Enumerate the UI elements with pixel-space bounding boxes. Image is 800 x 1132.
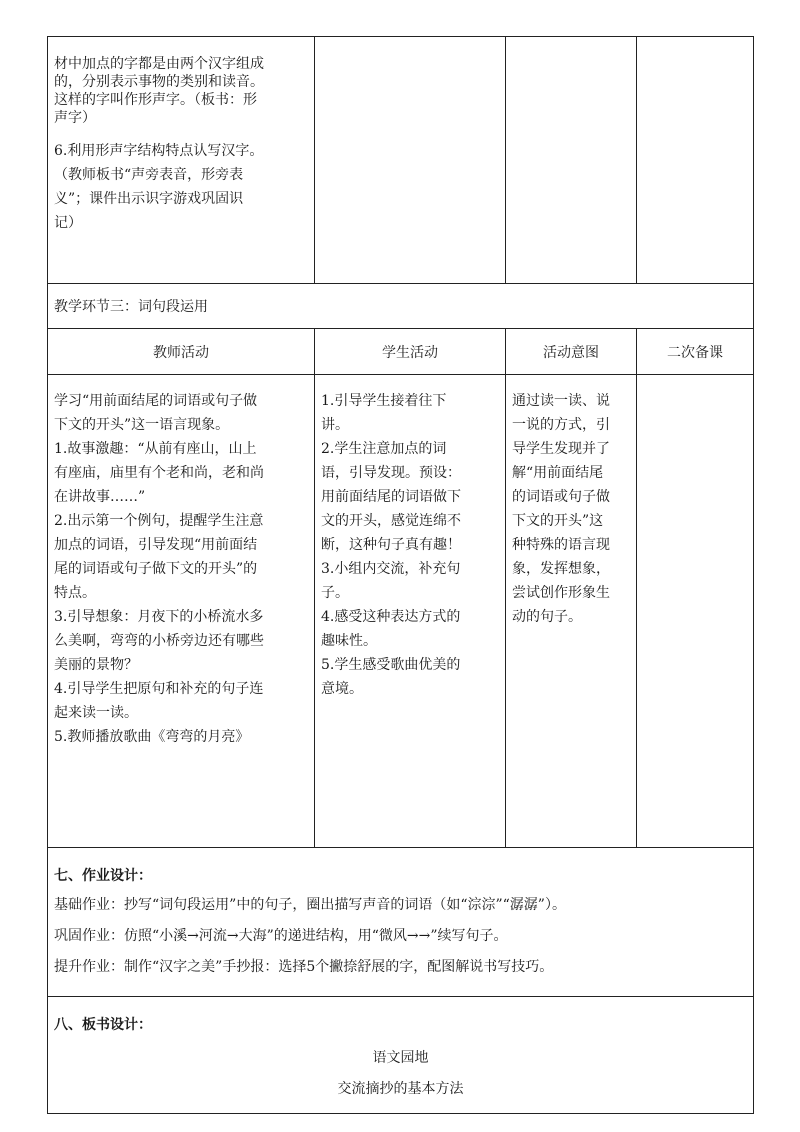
step6-line: （教师板书“声旁表音，形旁表 <box>54 167 244 183</box>
intent-empty <box>506 37 637 284</box>
intent-line: 导学生发现并了 <box>512 441 610 457</box>
teacher-line: 有座庙，庙里有个老和尚，老和尚 <box>54 465 264 481</box>
intent-cell <box>506 375 637 848</box>
teacher-line: 美丽的景物？ <box>54 657 138 673</box>
intent-line: 一说的方式，引 <box>512 417 610 433</box>
homework-consolidate: 巩固作业：仿照“小溪→河流→大海”的递进结构，用“微风→→”续写句子。 <box>54 928 508 944</box>
student-line: 讲。 <box>321 417 349 433</box>
intro-line: 这样的字叫作形声字。（板书：形 <box>54 92 257 108</box>
student-line: 语，引导发现。预设： <box>321 465 461 481</box>
header-intent: 活动意图 <box>506 329 637 375</box>
step6-line: 义”；课件出示识字游戏巩固识 <box>54 191 244 207</box>
intent-line: 种特殊的语言现 <box>512 537 610 553</box>
student-line: 2.学生注意加点的词 <box>321 441 447 457</box>
board-title: 八、板书设计： <box>54 1017 152 1033</box>
teacher-line: 1.故事激趣：“从前有座山，山上 <box>54 441 257 457</box>
student-line: 用前面结尾的词语做下 <box>321 489 461 505</box>
teacher-line: 尾的词语或句子做下文的开头”的 <box>54 561 258 577</box>
student-line: 断，这种句子真有趣！ <box>321 537 461 553</box>
step6-line: 记） <box>54 215 82 231</box>
board-row <box>48 997 754 1114</box>
intent-line: 解“用前面结尾 <box>512 465 604 481</box>
teacher-line: 学习“用前面结尾的词语或句子做 <box>54 393 258 409</box>
teacher-line: 5.教师播放歌曲《弯弯的月亮》 <box>54 729 250 745</box>
intent-line: 下文的开头”这 <box>512 513 604 529</box>
teacher-activity-continued <box>48 37 315 284</box>
board-cell <box>48 997 754 1114</box>
intent-line: 尝试创作形象生 <box>512 585 610 601</box>
revision-cell <box>637 375 754 848</box>
header-row <box>48 329 754 375</box>
homework-title: 七、作业设计： <box>54 868 152 884</box>
teacher-activity-cell <box>48 375 315 848</box>
intent-line: 动的句子。 <box>512 609 582 625</box>
homework-advanced: 提升作业：制作“汉字之美”手抄报：选择5个撇捺舒展的字，配图解说书写技巧。 <box>54 959 554 975</box>
continuation-row <box>48 37 754 284</box>
revision-empty <box>637 37 754 284</box>
student-line: 趣味性。 <box>321 633 377 649</box>
student-line: 3.小组内交流，补充句 <box>321 561 461 577</box>
student-activity-empty <box>315 37 506 284</box>
board-line-1: 语文园地 <box>372 1050 429 1066</box>
intro-line: 声字） <box>54 110 96 126</box>
student-line: 5.学生感受歌曲优美的 <box>321 657 461 673</box>
board-line-2: 交流摘抄的基本方法 <box>337 1081 464 1097</box>
activity-row <box>48 375 754 848</box>
intro-line: 材中加点的字都是由两个汉字组成 <box>54 56 264 72</box>
lesson-plan-table <box>47 36 754 1114</box>
teacher-line: 加点的词语，引导发现“用前面结 <box>54 537 258 553</box>
intro-line: 的，分别表示事物的类别和读音。 <box>54 74 264 90</box>
section3-title: 教学环节三：词句段运用 <box>48 284 754 329</box>
step6-line: 6.利用形声字结构特点认写汉字。 <box>54 143 264 159</box>
header-student: 学生活动 <box>315 329 506 375</box>
homework-row <box>48 848 754 997</box>
student-line: 1.引导学生接着往下 <box>321 393 447 409</box>
teacher-line: 起来读一读。 <box>54 705 138 721</box>
student-line: 文的开头，感觉连绵不 <box>321 513 461 529</box>
teacher-line: 下文的开头”这一语言现象。 <box>54 417 230 433</box>
teacher-line: 2.出示第一个例句，提醒学生注意 <box>54 513 264 529</box>
student-line: 意境。 <box>321 681 363 697</box>
teacher-line: 4.引导学生把原句和补充的句子连 <box>54 681 264 697</box>
header-revision: 二次备课 <box>637 329 754 375</box>
student-line: 子。 <box>321 585 349 601</box>
teacher-line: 特点。 <box>54 585 96 601</box>
student-activity-cell <box>315 375 506 848</box>
homework-basic: 基础作业：抄写“词句段运用”中的句子，圈出描写声音的词语（如“淙淙”“潺潺”）。 <box>54 897 566 913</box>
teacher-line: 么美啊，弯弯的小桥旁边还有哪些 <box>54 633 264 649</box>
teacher-line: 在讲故事……” <box>54 489 146 505</box>
header-teacher: 教师活动 <box>48 329 315 375</box>
student-line: 4.感受这种表达方式的 <box>321 609 461 625</box>
intent-line: 象，发挥想象， <box>512 561 610 577</box>
intent-line: 的词语或句子做 <box>512 489 610 505</box>
intent-line: 通过读一读、说 <box>512 393 610 409</box>
section3-row <box>48 284 754 329</box>
homework-cell <box>48 848 754 997</box>
teacher-line: 3.引导想象：月夜下的小桥流水多 <box>54 609 264 625</box>
